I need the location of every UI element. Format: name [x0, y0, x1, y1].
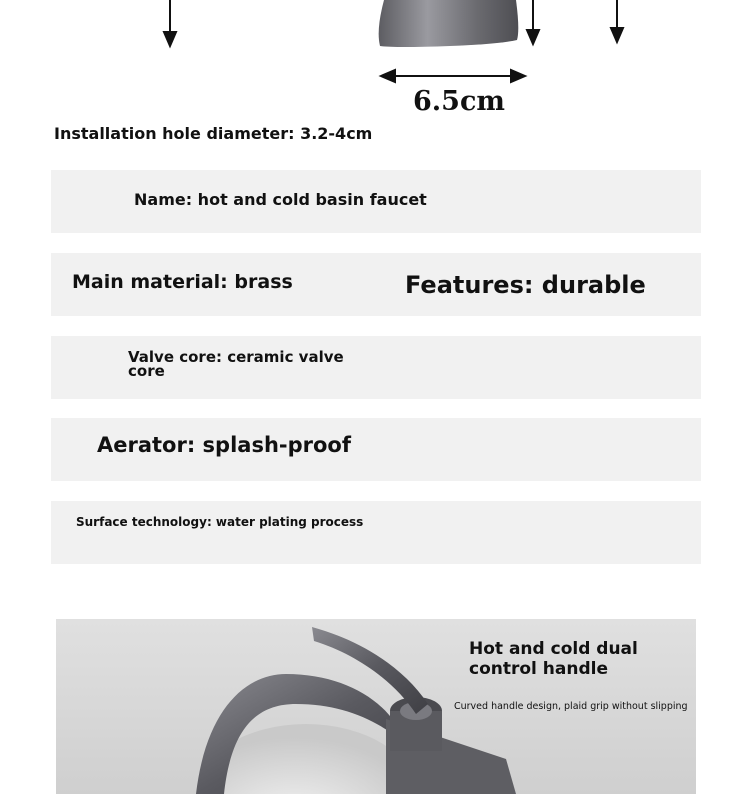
- dimension-diagram: [0, 0, 750, 125]
- spec-aerator: Aerator: splash-proof: [97, 433, 351, 457]
- arrow-right-head: [611, 28, 623, 42]
- spec-valve-core: Valve core: ceramic valve core: [128, 348, 344, 380]
- spec-row-valve: [51, 336, 701, 399]
- faucet-base-drawing: [0, 0, 750, 125]
- arrow-mid-head: [527, 30, 539, 44]
- spec-row-material: [51, 253, 701, 316]
- dimension-label: 6.5cm: [413, 86, 505, 117]
- spec-row-aerator: [51, 418, 701, 481]
- spec-row-name: [51, 170, 701, 233]
- spec-main-material: Main material: brass: [72, 271, 293, 293]
- dimension-arrow-left: [381, 70, 395, 82]
- handle-subtitle: Curved handle design, plaid grip without slipping: [454, 701, 688, 712]
- spec-row-surface: [51, 501, 701, 564]
- arrow-left-head: [164, 32, 176, 46]
- product-photo: [56, 619, 696, 794]
- handle-title: Hot and cold dual control handle: [469, 639, 638, 679]
- spec-features: Features: durable: [405, 271, 646, 299]
- faucet-base-shape: [379, 0, 519, 47]
- spec-surface: Surface technology: water plating process: [76, 515, 364, 529]
- dimension-arrow-right: [511, 70, 525, 82]
- install-hole-note: Installation hole diameter: 3.2-4cm: [54, 124, 373, 143]
- spec-name: Name: hot and cold basin faucet: [134, 190, 427, 209]
